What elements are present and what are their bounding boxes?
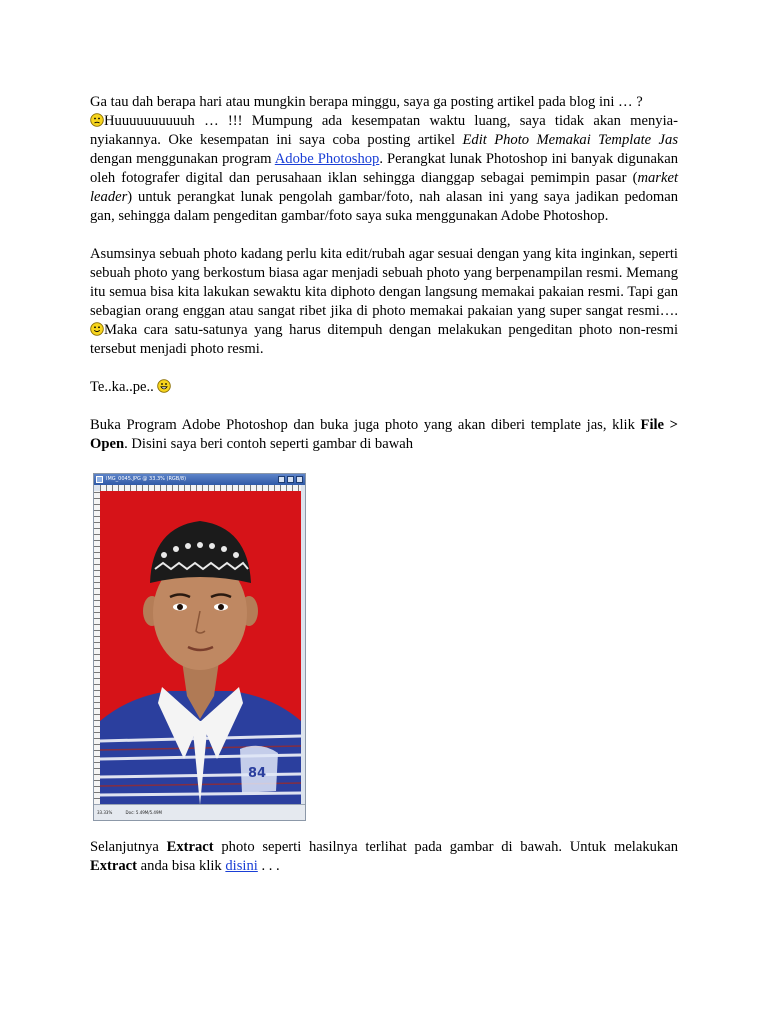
intro-line: Ga tau dah berapa hari atau mungkin berapa minggu, saya ga posting artikel pada blog ini … ?: [90, 94, 643, 110]
photo-canvas: [100, 491, 301, 805]
intro-text-4: ) untuk perangkat lunak pengolah gambar/foto, nah alasan ini yang saya jadikan pedoman gan, sehingga dalam pengeditan gambar/foto saya suka menggunakan Adobe Photoshop.: [90, 189, 678, 224]
extract-text-4: . . .: [257, 858, 280, 874]
photoshop-doc-icon: [96, 476, 103, 483]
tekape-text: Te..ka..pe..: [90, 379, 154, 395]
paragraph-tekape: [90, 378, 678, 397]
assumption-text-1: Asumsinya sebuah photo kadang perlu kita edit/rubah agar sesuai dengan yang kita inginkan, seperti sebuah photo yang berkostum biasa agar menjadi sebuah photo yang berpenampilan resmi. Memang itu semua bisa kita lakukan sewaktu kita diphoto dengan langsung memakai pakaian resmi. Tapi gan sebagian orang enggan atau sangat ribet jika di photo memakai pakaian yang super sangat resmi….: [90, 246, 678, 319]
market-leader-italic: market leader: [90, 170, 678, 205]
file-open-bold: File > Open: [90, 417, 679, 452]
maximize-icon: [287, 476, 294, 483]
paragraph-intro: [90, 93, 678, 226]
grin-smiley-icon: [157, 379, 171, 393]
extract-text-2: photo seperti hasilnya terlihat pada gambar di bawah. Untuk melakukan: [213, 839, 678, 855]
svg-text:84: 84: [248, 766, 267, 781]
paragraph-extract: [90, 838, 678, 876]
zoom-level: 33.33%: [97, 810, 113, 815]
adobe-photoshop-link[interactable]: Adobe Photoshop: [274, 151, 380, 167]
paragraph-open-file: [90, 416, 678, 454]
boy-portrait-photo: [100, 491, 301, 805]
minimize-icon: [278, 476, 285, 483]
photoshop-status-bar: [94, 804, 305, 820]
close-icon: [296, 476, 303, 483]
photoshop-window-title-text: IMG_0045.JPG @ 33.3% (RGB/8): [106, 476, 187, 482]
paragraph-assumption: [90, 245, 678, 359]
intro-text-2: dengan menggunakan program: [90, 151, 275, 167]
document-size: Doc: 5.49M/5.49M: [125, 810, 162, 815]
extract-text-1: Selanjutnya: [90, 839, 167, 855]
smile-smiley-icon: [90, 322, 104, 336]
extract-text-3: anda bisa klik: [137, 858, 226, 874]
extract-bold-2: Extract: [90, 858, 138, 874]
assumption-text-2: Maka cara satu-satunya yang harus ditempuh dengan melakukan pengeditan photo non-resmi tersebut menjadi photo resmi.: [90, 322, 678, 357]
article-title-italic: Edit Photo Memakai Template Jas: [462, 132, 678, 148]
extract-bold-1: Extract: [166, 839, 214, 855]
confused-smiley-icon: [90, 113, 104, 127]
open-file-text-2: . Disini saya beri contoh seperti gambar di bawah: [124, 436, 414, 452]
open-file-text-1: Buka Program Adobe Photoshop dan buka juga photo yang akan diberi template jas, klik: [90, 417, 641, 433]
intro-text-1: Huuuuuuuuuuh … !!! Mumpung ada kesempatan waktu luang, saya tidak akan menyia-nyiakannya. Oke kesempatan ini saya coba posting artikel: [90, 113, 678, 148]
intro-text-3: . Perangkat lunak Photoshop ini banyak digunakan oleh fotografer digital dan perusahaan iklan sehingga dianggap sebagai pemimpin pasar (: [90, 151, 678, 186]
disini-link[interactable]: disini: [225, 858, 258, 874]
photoshop-window-screenshot: [93, 473, 306, 821]
photoshop-window-title: [94, 474, 305, 485]
article-body: [90, 93, 678, 895]
